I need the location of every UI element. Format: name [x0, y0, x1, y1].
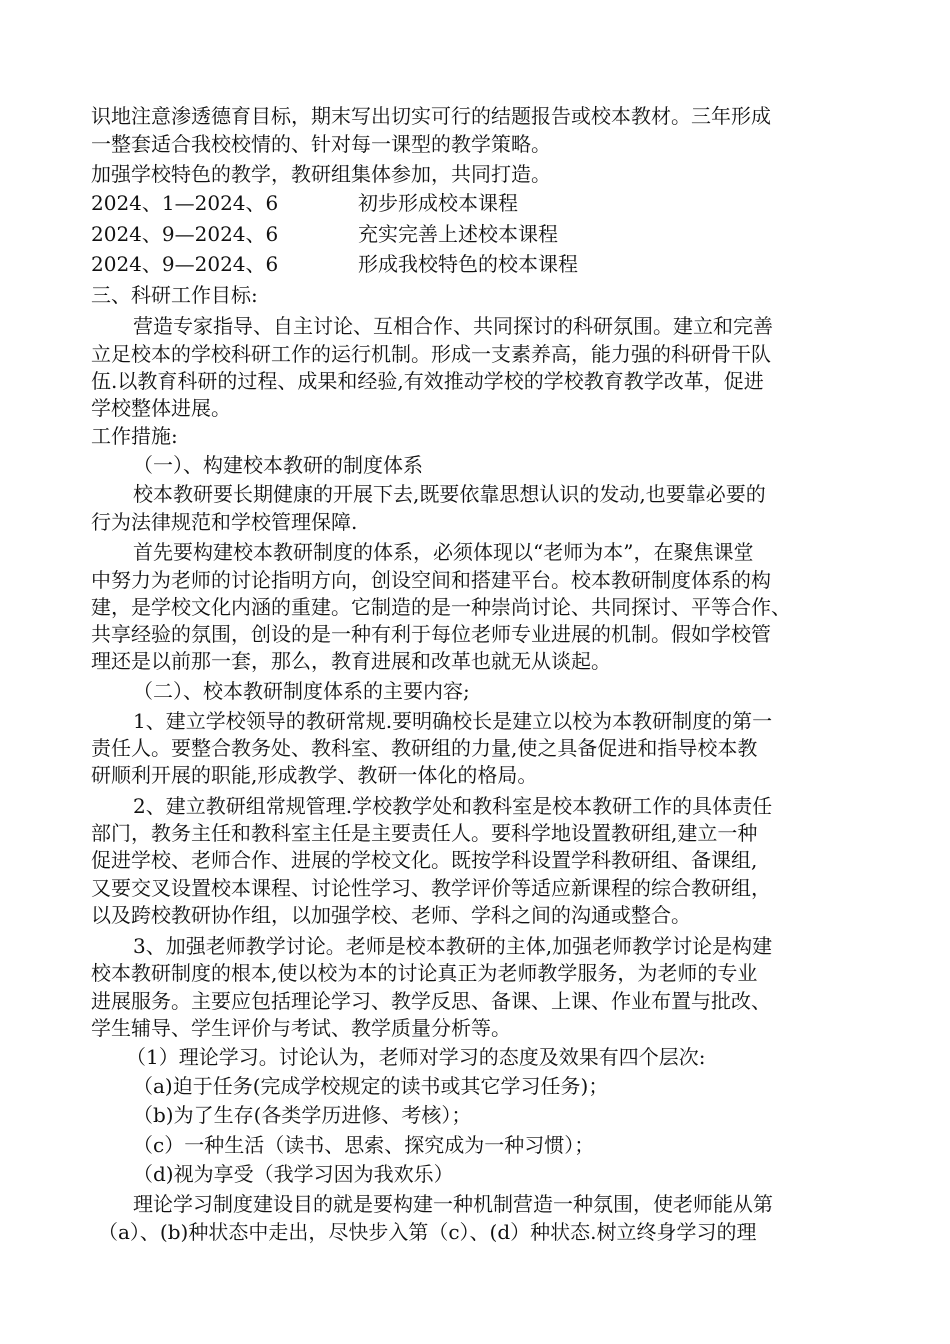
- text-line: 研顺利开展的职能,形成教学、教研一体化的格局。: [91, 763, 538, 787]
- text-line: 建，是学校文化内涵的重建。它制造的是一种崇尚讨论、共同探讨、平等合作、: [91, 595, 791, 619]
- text-line: 理还是以前那一套，那么，教育进展和改革也就无从谈起。: [91, 649, 611, 673]
- text-line: 校本教研制度的根本,使以校为本的讨论真正为老师教学服务，为老师的专业: [91, 961, 758, 985]
- schedule-row: [0, 189, 950, 217]
- schedule-text: 初步形成校本课程: [358, 191, 518, 215]
- text-line: 加强学校特色的教学，教研组集体参加，共同打造。: [91, 162, 551, 186]
- text-line: 责任人。要整合教务处、教科室、教研组的力量,使之具备促进和指导校本教: [91, 736, 758, 760]
- list-item: （c）一种生活（读书、思索、探究成为一种习惯）；: [133, 1133, 595, 1157]
- section-heading: 三、科研工作目标:: [91, 283, 258, 307]
- text-line: 学校整体进展。: [91, 396, 231, 420]
- text-line: 伍.以教育科研的过程、成果和经验,有效推动学校的学校教育教学改革，促进: [91, 369, 764, 393]
- text-line: （1）理论学习。讨论认为，老师对学习的态度及效果有四个层次:: [126, 1045, 706, 1069]
- text-line: 促进学校、老师合作、进展的学校文化。既按学科设置学科教研组、备课组,: [91, 848, 758, 872]
- text-line: （a）、(b)种状态中走出，尽快步入第（c）、(d）种状态.树立终身学习的理: [98, 1220, 757, 1244]
- text-line: 校本教研要长期健康的开展下去,既要依靠思想认识的发动,也要靠必要的: [133, 482, 766, 506]
- text-line: 2、建立教研组常规管理.学校教学处和教科室是校本教研工作的具体责任: [133, 794, 773, 818]
- text-line: 一整套适合我校校情的、针对每一课型的教学策略。: [91, 132, 551, 156]
- list-item: （a)迫于任务(完成学校规定的读书或其它学习任务)；: [133, 1074, 609, 1098]
- text-line: 首先要构建校本教研制度的体系，必须体现以“老师为本”，在聚焦课堂: [133, 540, 754, 564]
- list-item: （d)视为享受（我学习因为我欢乐）: [133, 1162, 454, 1186]
- schedule-date: 2024、9—2024、6: [91, 222, 279, 246]
- text-line: 营造专家指导、自主讨论、互相合作、共同探讨的科研氛围。建立和完善: [133, 314, 773, 338]
- subsection-heading: （二）、校本教研制度体系的主要内容;: [133, 679, 470, 703]
- text-line: 进展服务。主要应包括理论学习、教学反思、备课、上课、作业布置与批改、: [91, 989, 771, 1013]
- text-line: 行为法律规范和学校管理保障.: [91, 510, 358, 534]
- text-line: 共享经验的氛围，创设的是一种有利于每位老师专业进展的机制。假如学校管: [91, 622, 771, 646]
- text-line: 理论学习制度建设目的就是要构建一种机制营造一种氛围，使老师能从第: [133, 1192, 773, 1216]
- list-item: （b)为了生存(各类学历进修、考核）；: [133, 1103, 472, 1127]
- subsection-heading: （一）、构建校本教研的制度体系: [133, 453, 423, 477]
- text-line: 1、建立学校领导的教研常规.要明确校长是建立以校为本教研制度的第一: [133, 709, 773, 733]
- text-line: 又要交叉设置校本课程、讨论性学习、教学评价等适应新课程的综合教研组，: [91, 876, 771, 900]
- section-heading: 工作措施:: [91, 424, 178, 448]
- text-line: 识地注意渗透德育目标，期末写出切实可行的结题报告或校本教材。三年形成: [91, 104, 771, 128]
- schedule-text: 形成我校特色的校本课程: [358, 252, 578, 276]
- text-line: 立足校本的学校科研工作的运行机制。形成一支素养高，能力强的科研骨干队: [91, 342, 771, 366]
- schedule-date: 2024、9—2024、6: [91, 252, 279, 276]
- text-line: 学生辅导、学生评价与考试、教学质量分析等。: [91, 1016, 511, 1040]
- text-line: 中努力为老师的讨论指明方向，创设空间和搭建平台。校本教研制度体系的构: [91, 568, 771, 592]
- schedule-text: 充实完善上述校本课程: [358, 222, 558, 246]
- schedule-row: [0, 220, 950, 248]
- schedule-row: [0, 250, 950, 278]
- text-line: 3、加强老师教学讨论。老师是校本教研的主体,加强老师教学讨论是构建: [133, 934, 773, 958]
- text-line: 以及跨校教研协作组，以加强学校、老师、学科之间的沟通或整合。: [91, 903, 691, 927]
- schedule-date: 2024、1—2024、6: [91, 191, 279, 215]
- text-line: 部门，教务主任和教科室主任是主要责任人。要科学地设置教研组,建立一种: [91, 821, 758, 845]
